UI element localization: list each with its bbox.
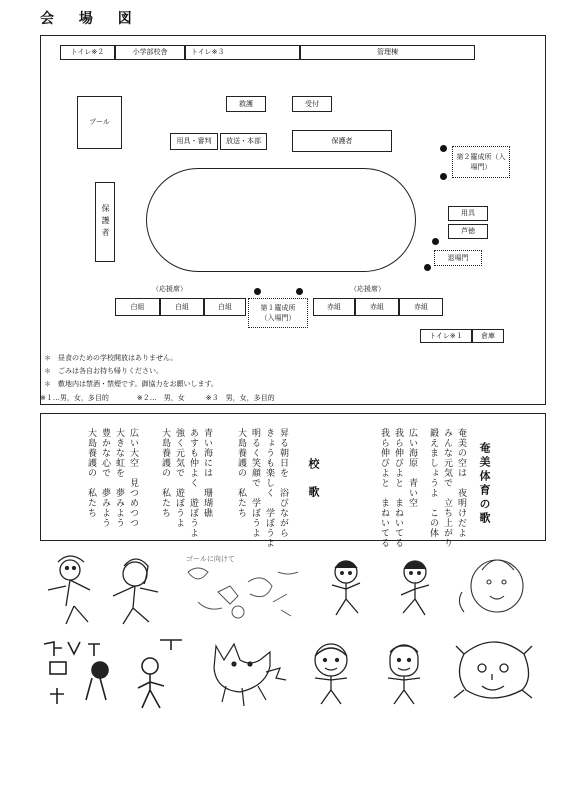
note-toilet-legend: ※１…男，女，多目的 ※２… 男，女 ※３ 男，女，多目的 <box>40 394 275 402</box>
song2-line-6: あすも仲よく 遊ぼうよ <box>188 428 198 538</box>
gate1-post-left <box>254 288 261 295</box>
top-toilet3: トイレ※３ <box>185 45 300 60</box>
storehouse: 倉庫 <box>472 329 504 343</box>
note-no-alcohol: ＊ 敷地内は禁酒・禁煙です。御協力をお願いします。 <box>44 380 218 388</box>
cheer-right-label: （応援席） <box>350 285 385 293</box>
song2-line-2: きょうも楽しく 学ぼうよ <box>264 428 274 548</box>
note-lunch: ＊ 昼食のための学校開放はありません。 <box>44 354 178 362</box>
page-title: 会 場 図 <box>40 11 142 27</box>
song2-line-9: 広い大空 見つめつつ <box>128 428 138 528</box>
cheer-left-label: （応援席） <box>152 285 187 293</box>
song2-line-12: 大島養護の 私たち <box>86 428 96 518</box>
ashitoku: 芦徳 <box>448 224 488 239</box>
broadcast-hq: 放送・本部 <box>220 133 267 150</box>
first-aid: 救護 <box>226 96 266 112</box>
drawing-circle-figure <box>452 552 542 624</box>
note-trash: ＊ ごみは各自お持ち帰りください。 <box>44 367 163 375</box>
pool: プール <box>77 96 122 149</box>
song2-line-8: 大島養護の 私たち <box>160 428 170 518</box>
running-track <box>146 168 416 272</box>
gate1-label: 第１羅成所（入場門） <box>260 304 296 322</box>
white-group-1: 白組 <box>115 298 160 316</box>
equipment-referee: 用具・審判 <box>170 133 218 150</box>
drawing-boy-face-2 <box>372 636 436 710</box>
drawing-girl-running <box>318 556 374 622</box>
drawing-boy-running <box>386 556 444 622</box>
gate2-post-top <box>440 145 447 152</box>
song2-line-1: 昇る朝日を 浴びながら <box>278 428 288 538</box>
reception: 受付 <box>292 96 332 112</box>
song1-line-2: みんな元気で 立ち上がり <box>442 428 452 548</box>
song1-line-4: 広い海原 青い空 <box>407 428 417 508</box>
song1-line-3: 鍛えましょうよ この体 <box>428 428 438 538</box>
top-elementary-building: 小学部校舎 <box>115 45 185 60</box>
drawing-caption: ゴールに向けて <box>186 555 235 563</box>
exit-gate: 退場門 <box>434 250 482 266</box>
white-group-2: 白組 <box>160 298 204 316</box>
gate2-post-bottom <box>440 173 447 180</box>
white-group-3: 白組 <box>204 298 246 316</box>
gate2-entrance <box>452 146 510 178</box>
gate1-post-right <box>296 288 303 295</box>
gate1-entrance <box>248 298 308 328</box>
guardians-left: 保護者 <box>95 182 115 262</box>
drawing-two-kids <box>40 552 175 627</box>
song2-line-10: 大きな虹を 夢みよう <box>114 428 124 528</box>
drawing-goal-scene <box>178 552 310 627</box>
song1-title: 奄美体育の歌 <box>478 442 491 526</box>
exit-post-top <box>432 238 439 245</box>
song2-title: 校 歌 <box>307 458 320 500</box>
top-toilet2: トイレ※２ <box>60 45 115 60</box>
gate2-label: 第２羅成所（入場門） <box>456 153 506 171</box>
song2-line-4: 大島養護の 私たち <box>236 428 246 518</box>
drawing-creature <box>196 636 292 710</box>
drawing-power-kids <box>40 636 186 714</box>
top-admin-building: 管理棟 <box>300 45 475 60</box>
song1-line-6: 我ら伸びよと まねいてる <box>379 428 389 548</box>
drawing-sun-face <box>444 634 542 714</box>
song2-line-3: 明るく笑顔で 学ぼうよ <box>250 428 260 538</box>
drawing-boy-face-1 <box>298 636 364 710</box>
song2-line-7: 強く元気で 遊ぼうよ <box>174 428 184 528</box>
song2-line-5: 青い海には 珊瑚礁 <box>202 428 212 518</box>
red-group-2: 赤組 <box>355 298 399 316</box>
equipment: 用具 <box>448 206 488 221</box>
song1-line-5: 我ら伸びよと まねいてる <box>393 428 403 548</box>
toilet1: トイレ※１ <box>420 329 472 343</box>
exit-post-bottom <box>424 264 431 271</box>
red-group-1: 赤組 <box>313 298 355 316</box>
song1-line-1: 奄美の空は 夜明けだよ <box>456 428 466 538</box>
red-group-3: 赤組 <box>399 298 443 316</box>
song2-line-11: 豊かな心で 夢みよう <box>100 428 110 528</box>
guardians-top: 保護者 <box>292 130 392 152</box>
